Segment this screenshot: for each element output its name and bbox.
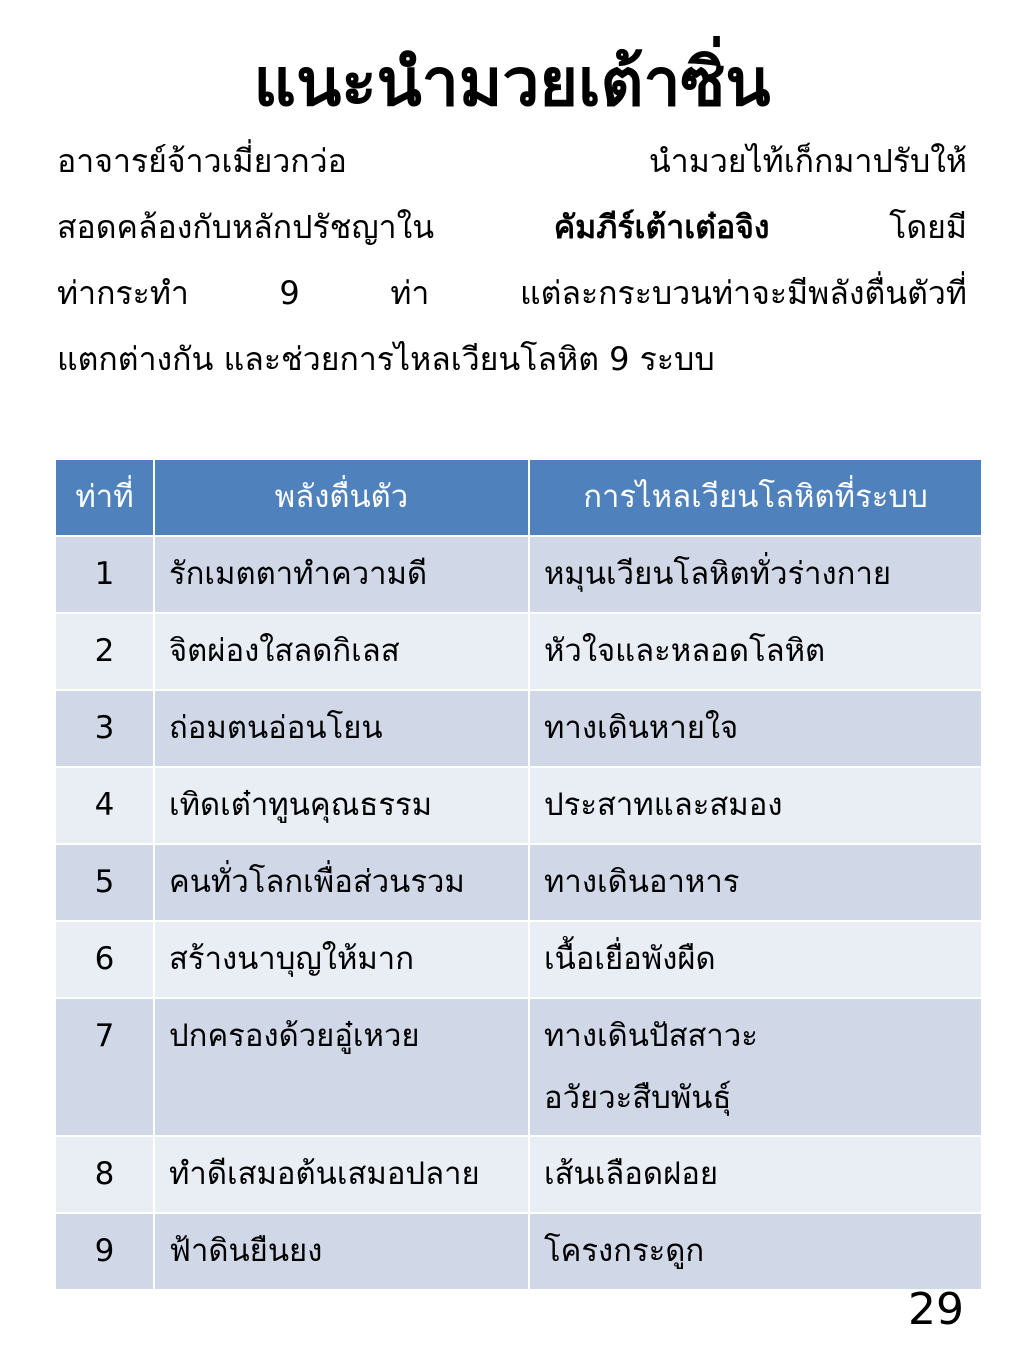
scripture-name: คัมภีร์เต้าเต๋อจิง [553,208,770,246]
move-system: หมุนเวียนโลหิตทั่วร่างกาย [529,536,982,613]
move-number: 3 [55,690,154,767]
move-energy: ปกครองด้วยอู๋เหวย [154,998,529,1136]
move-system: เนื้อเยื่อพังผืด [529,921,982,998]
table-row [55,998,982,1136]
move-system: ทางเดินหายใจ [529,690,982,767]
move-number: 2 [55,613,154,690]
intro-text: ท่า [390,274,430,312]
table-row [55,1213,982,1290]
move-energy: คนทั่วโลกเพื่อส่วนรวม [154,844,529,921]
move-energy: จิตผ่องใสลดกิเลส [154,613,529,690]
header-energy: พลังตื่นตัว [154,459,529,536]
intro-text: แตกต่างกัน และช่วยการไหลเวียนโลหิต 9 ระบบ [57,340,715,378]
intro-line-3 [57,260,967,326]
page-number: 29 [908,1284,964,1335]
table-header-row [55,459,982,536]
intro-text: อาจารย์จ้าวเมี่ยวกว่อ [57,142,347,180]
move-number: 4 [55,767,154,844]
moves-table [54,458,983,1291]
move-energy: ทำดีเสมอต้นเสมอปลาย [154,1136,529,1213]
move-system: เส้นเลือดฝอย [529,1136,982,1213]
table-row [55,844,982,921]
move-number: 7 [55,998,154,1136]
move-system: ประสาทและสมอง [529,767,982,844]
table-row [55,613,982,690]
table-row [55,690,982,767]
move-energy: เทิดเต๋าทูนคุณธรรม [154,767,529,844]
move-energy: รักเมตตาทำความดี [154,536,529,613]
intro-line-2 [57,194,967,260]
move-energy: ฟ้าดินยืนยง [154,1213,529,1290]
table-row [55,536,982,613]
move-number: 5 [55,844,154,921]
header-move-number: ท่าที่ [55,459,154,536]
move-number: 6 [55,921,154,998]
move-energy: สร้างนาบุญให้มาก [154,921,529,998]
move-system-line: ทางเดินปัสสาวะ [544,1018,758,1054]
table-row [55,921,982,998]
intro-text: แต่ละกระบวนท่าจะมีพลังตื่นตัวที่ [519,274,967,312]
intro-line-1 [57,128,967,194]
move-number: 1 [55,536,154,613]
intro-line-4 [57,326,967,392]
move-system: หัวใจและหลอดโลหิต [529,613,982,690]
move-number: 8 [55,1136,154,1213]
intro-text: นำมวยไท้เก็กมาปรับให้ [648,142,967,180]
intro-text: 9 [279,274,300,312]
intro-text: ท่ากระทำ [57,274,189,312]
move-system [529,998,982,1136]
intro-paragraph [57,128,967,392]
table-row [55,767,982,844]
intro-text: สอดคล้องกับหลักปรัชญาใน [57,208,435,246]
page-title: แนะนำมวยเต้าซิ่น [253,44,771,121]
move-number: 9 [55,1213,154,1290]
intro-text: โดยมี [889,208,967,246]
header-circulation-system: การไหลเวียนโลหิตที่ระบบ [529,459,982,536]
move-energy: ถ่อมตนอ่อนโยน [154,690,529,767]
move-system: ทางเดินอาหาร [529,844,982,921]
table-row [55,1136,982,1213]
move-system-line: อวัยวะสืบพันธุ์ [544,1080,732,1116]
move-system: โครงกระดูก [529,1213,982,1290]
